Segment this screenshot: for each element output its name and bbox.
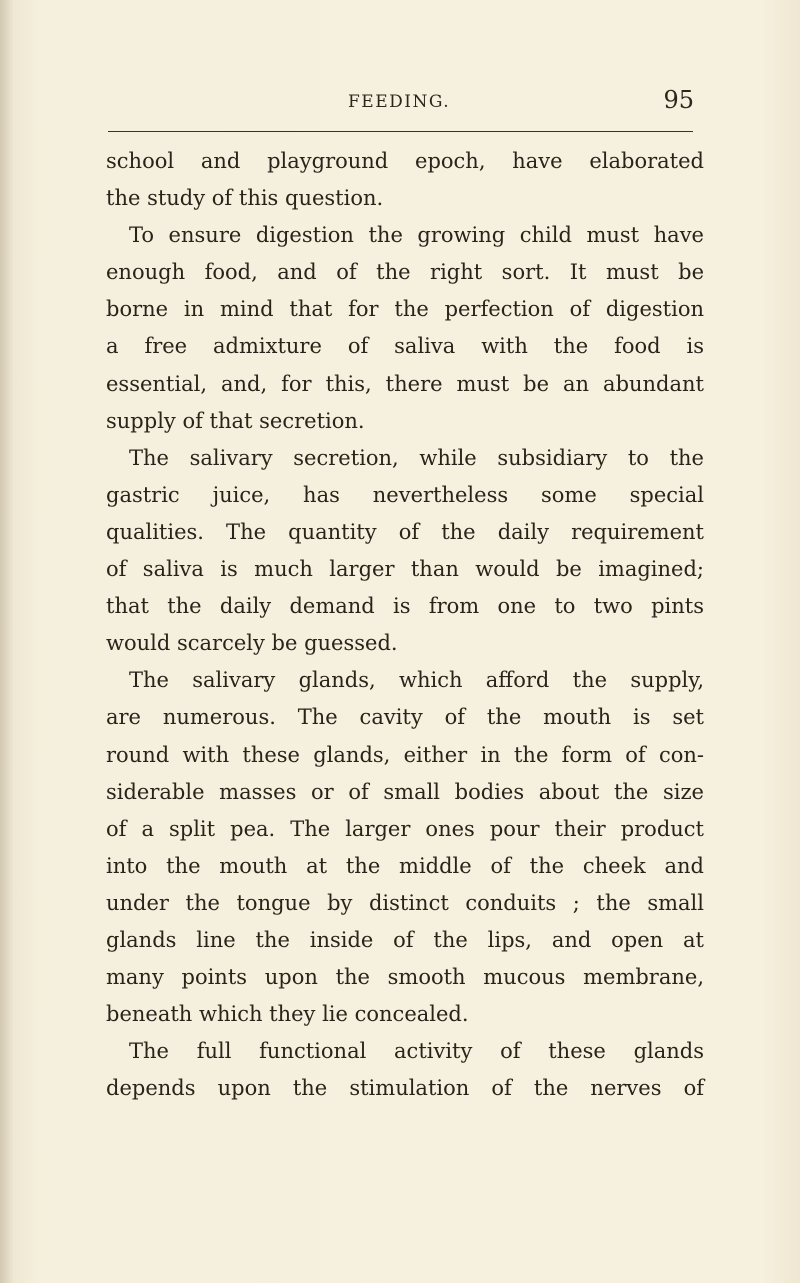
text-line: of a split pea. The larger ones pour their product: [106, 816, 704, 841]
page-number: 95: [663, 86, 694, 114]
gutter-shadow: [0, 0, 14, 1283]
text-line: beneath which they lie concealed.: [106, 1002, 469, 1027]
text-line: into the mouth at the middle of the cheek and: [106, 853, 704, 878]
text-line: a free admixture of saliva with the food is: [106, 334, 704, 359]
text-line: the study of this question.: [106, 186, 384, 211]
text-line: gastric juice, has nevertheless some special: [106, 482, 704, 507]
text-line: many points upon the smooth mucous membrane,: [106, 965, 704, 990]
text-line: To ensure digestion the growing child must have: [129, 223, 704, 248]
header-rule: [108, 131, 693, 132]
text-line: of saliva is much larger than would be imagined;: [106, 557, 704, 582]
page-header: [108, 86, 700, 126]
text-line: qualities. The quantity of the daily requirement: [106, 519, 704, 544]
text-line: essential, and, for this, there must be an abundant: [106, 371, 704, 396]
running-title: FEEDING.: [348, 92, 451, 112]
text-line: are numerous. The cavity of the mouth is set: [106, 705, 704, 730]
body-text: [106, 143, 704, 1107]
text-line: school and playground epoch, have elaborated: [106, 149, 704, 173]
text-line: The salivary glands, which afford the supply,: [129, 668, 704, 693]
text-line: round with these glands, either in the form of con-: [106, 742, 704, 767]
text-line: siderable masses or of small bodies about the size: [106, 779, 704, 804]
text-line: borne in mind that for the perfection of digestion: [106, 297, 704, 322]
text-line: The full functional activity of these glands: [129, 1039, 704, 1064]
text-line: enough food, and of the right sort. It must be: [106, 260, 704, 285]
text-line: depends upon the stimulation of the nerves of: [106, 1076, 704, 1101]
text-line: glands line the inside of the lips, and open at: [106, 927, 704, 952]
text-line: would scarcely be guessed.: [106, 631, 398, 656]
text-line: supply of that secretion.: [106, 408, 365, 433]
text-line: that the daily demand is from one to two pints: [106, 594, 704, 619]
text-line: The salivary secretion, while subsidiary to the: [129, 445, 704, 470]
text-line: under the tongue by distinct conduits ; the small: [106, 890, 704, 915]
